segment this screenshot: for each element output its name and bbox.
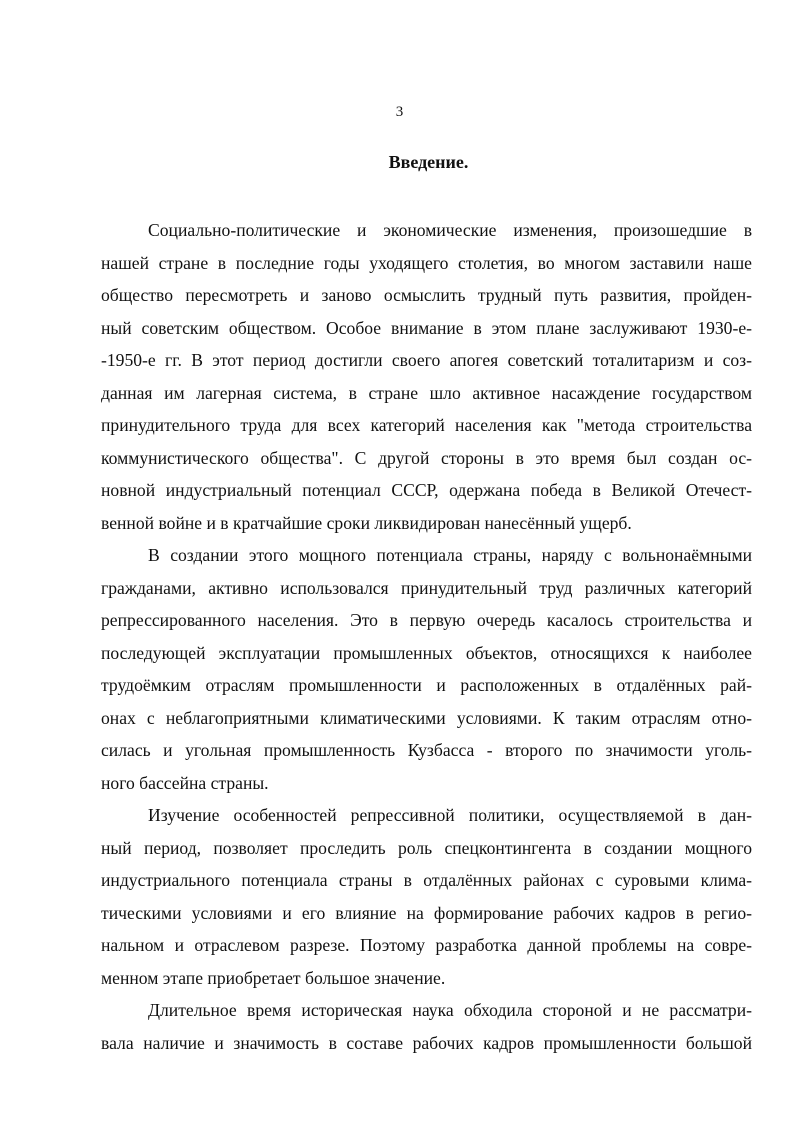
text-line: гражданами, активно использовался принудительный труд различных категорий [101,577,752,598]
text-line: силась и угольная промышленность Кузбасса - второго по значимости уголь- [101,740,752,760]
page-number: 3 [395,104,404,120]
text-line: принудительного труда для всех категорий населения как "метода строительства [101,415,752,435]
paragraph-4 [101,994,752,1059]
text-line: трудоёмким отраслям промышленности и расположенных в отдалённых рай- [101,675,752,695]
body-text [101,214,752,1059]
section-heading: Введение. [388,152,469,172]
text-line: ный период, позволяет проследить роль спецконтингента в создании мощного [101,837,752,858]
text-line: ный советским обществом. Особое внимание в этом плане заслуживают 1930-е- [101,317,752,338]
text-line: коммунистического общества". С другой стороны в это время был создан ос- [101,447,752,468]
text-line: тическими условиями и его влияние на формирование рабочих кадров в регио- [101,902,752,923]
paragraph-3 [101,799,752,994]
text-line: данная им лагерная система, в стране шло активное насаждение государством [101,382,752,403]
paragraph-2 [101,539,752,799]
text-line: менном этапе приобретает большое значение. [101,967,446,988]
text-line: венной войне и в кратчайшие сроки ликвидирован нанесённый ущерб. [101,512,632,533]
text-line: онах с неблагоприятными климатическими условиями. К таким отраслям отно- [101,707,752,728]
text-line: общество пересмотреть и заново осмыслить трудный путь развития, пройден- [101,285,752,305]
text-line: В создании этого мощного потенциала страны, наряду с вольнонаёмными [148,545,752,565]
text-line: вала наличие и значимость в составе рабочих кадров промышленности большой [101,1032,752,1053]
text-line: репрессированного населения. Это в первую очередь касалось строительства и [101,610,752,630]
text-line: Изучение особенностей репрессивной политики, осуществляемой в дан- [148,805,752,825]
text-line: новной индустриальный потенциал СССР, одержана победа в Великой Отечест- [101,480,752,500]
text-line: нальном и отраслевом разрезе. Поэтому разработка данной проблемы на совре- [101,935,752,955]
text-line: ного бассейна страны. [101,772,269,793]
text-line: нашей стране в последние годы уходящего столетия, во многом заставили наше [101,252,752,273]
text-line: индустриального потенциала страны в отдалённых районах с суровыми клима- [101,870,752,890]
text-line: Длительное время историческая наука обходила стороной и не рассматри- [148,1000,752,1020]
text-line: Социально-политические и экономические изменения, произошедшие в [148,220,752,240]
text-line: -1950-е гг. В этот период достигли своего апогея советский тоталитаризм и соз- [101,350,752,370]
text-line: последующей эксплуатации промышленных объектов, относящихся к наиболее [101,642,752,663]
paragraph-1 [101,214,752,539]
